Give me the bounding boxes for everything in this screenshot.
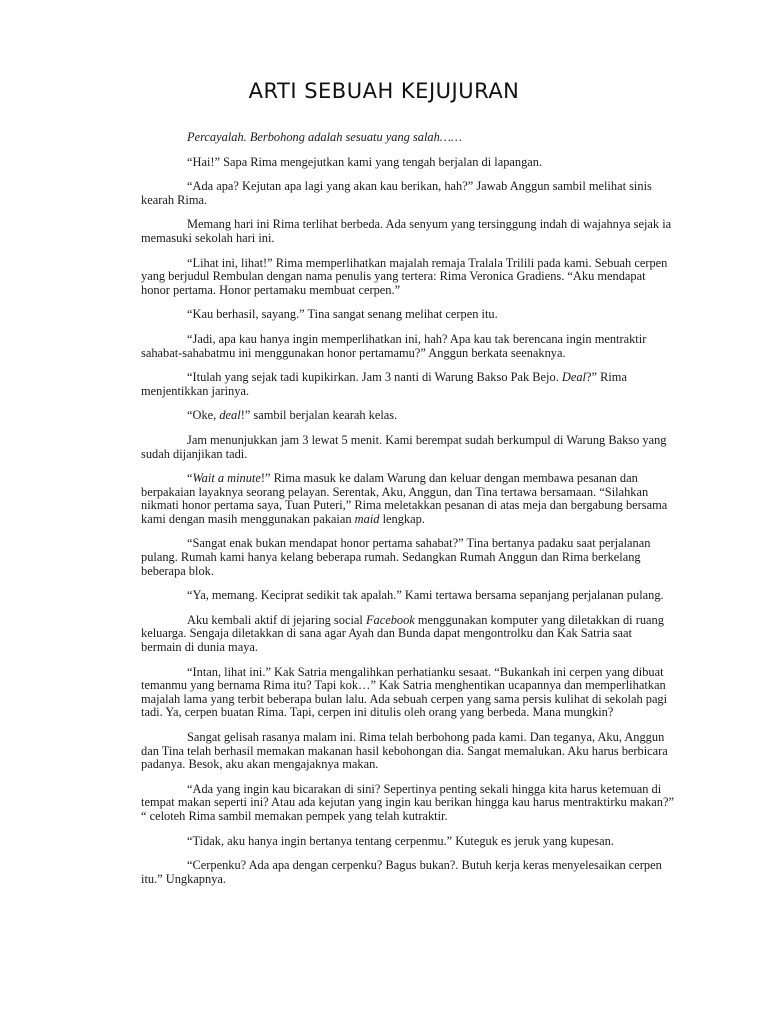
paragraph	[141, 731, 674, 772]
paragraph	[141, 409, 674, 423]
document-body	[141, 131, 674, 886]
text-run: “Oke,	[187, 408, 220, 423]
text-run: “Ada yang ingin kau bicarakan di sini? Sepertinya penting sekali hingga kita harus ketemuan di tempat makan seperti ini? Atau ada kejutan yang ingin kau berikan hingga kau harus mentraktirku makan?” “ celoteh Rima sambil memakan pempek yang telah kutraktir.	[141, 781, 674, 823]
text-run: “	[187, 471, 193, 486]
text-run: “Hai!” Sapa Rima mengejutkan kami yang tengah berjalan di lapangan.	[187, 154, 543, 169]
text-run: “Lihat ini, lihat!” Rima memperlihatkan majalah remaja Tralala Trilili pada kami. Sebuah cerpen yang berjudul Rembulan dengan nama penulis yang tertera: Rima Veronica Gradiens. “Aku mendapat honor pertama. Honor pertamaku membuat cerpen.”	[141, 255, 668, 297]
text-run: “Cerpenku? Ada apa dengan cerpenku? Bagus bukan?. Butuh kerja keras menyelesaikan cerpen itu.” Ungkapnya.	[141, 858, 662, 886]
paragraph	[141, 434, 674, 461]
italic-text: deal	[219, 408, 241, 423]
text-run: “Itulah yang sejak tadi kupikirkan. Jam 3 nanti di Warung Bakso Pak Bejo.	[187, 370, 562, 385]
italic-text: Deal	[561, 370, 586, 385]
italic-text: Percayalah. Berbohong adalah sesuatu yang salah……	[187, 130, 462, 144]
text-run: menggunakan komputer yang diletakkan di ruang keluarga. Sengaja diletakkan di sana agar Ayah dan Bunda dapat mengontrolku dan Kak Satria saat bermain di dunia maya.	[141, 612, 664, 655]
paragraph	[141, 835, 674, 849]
italic-text: Facebook	[365, 612, 415, 627]
paragraph	[141, 308, 674, 322]
text-run: “Jadi, apa kau hanya ingin memperlihatkan ini, hah? Apa kau tak berencana ingin mentraktir sahabat-sahabatmu ini menggunakan honor pertamamu?” Anggun berkata seenaknya.	[141, 331, 647, 360]
text-run: Sangat gelisah rasanya malam ini. Rima telah berbohong pada kami. Dan teganya, Aku, Anggun dan Tina telah berhasil memakan makanan hasil kebohongan dia. Sangat memalukan. Aku harus berbicara padanya. Besok, aku akan mengajaknya makan.	[141, 730, 668, 772]
paragraph	[141, 666, 674, 720]
italic-text: Wait a minute	[192, 471, 261, 486]
paragraph	[141, 218, 674, 245]
text-run: “Sangat enak bukan mendapat honor pertama sahabat?” Tina bertanya padaku saat perjalanan pulang. Rumah kami hanya kelang beberapa rumah. Sedangkan Rumah Anggun dan Rima berkelang beberapa blok.	[141, 536, 651, 578]
text-run: “Kau berhasil, sayang.” Tina sangat senang melihat cerpen itu.	[187, 307, 498, 322]
text-run: Memang hari ini Rima terlihat berbeda. Ada senyum yang tersinggung indah di wajahnya sejak ia memasuki sekolah hari ini.	[141, 217, 672, 245]
paragraph	[141, 131, 674, 145]
paragraph	[141, 614, 674, 655]
text-run: ?” Rima menjentikkan jarinya.	[141, 370, 627, 398]
paragraph	[141, 783, 674, 824]
italic-text: maid	[354, 511, 380, 526]
paragraph	[141, 180, 674, 207]
paragraph	[141, 156, 674, 170]
document-title: ARTI SEBUAH KEJUJURAN	[248, 79, 520, 103]
paragraph	[141, 333, 674, 360]
text-run: !” Rima masuk ke dalam Warung dan keluar dengan membawa pesanan dan berpakaian layaknya seorang pelayan. Serentak, Aku, Anggun, dan Tina tertawa bersamaan. “Silahkan nikmati honor pertama saya, Tuan Puteri,” Rima meletakkan pesanan di atas meja dan bergabung bersama kami dengan masih menggunakan pakaian	[141, 471, 668, 526]
paragraph	[141, 589, 674, 603]
paragraph	[141, 859, 674, 886]
paragraph	[141, 537, 674, 578]
paragraph	[141, 472, 674, 526]
text-run: “Tidak, aku hanya ingin bertanya tentang cerpenmu.” Kuteguk es jeruk yang kupesan.	[187, 833, 614, 848]
text-run: “Intan, lihat ini.” Kak Satria mengalihkan perhatianku sesaat. “Bukankah ini cerpen yang dibuat temanmu yang bernama Rima itu? Tapi kok…” Kak Satria menghentikan ucapannya dan memperlihatkan majalah lama yang terbit beberapa bulan lalu. Ada sebuah cerpen yang sama persis kulihat di sekolah pagi tadi. Ya, cerpen buatan Rima. Tapi, cerpen ini ditulis oleh orang yang berbeda. Mana mungkin?	[141, 664, 668, 720]
paragraph	[141, 257, 674, 298]
text-run: !” sambil berjalan kearah kelas.	[240, 408, 398, 423]
text-run: Aku kembali aktif di jejaring social	[187, 612, 366, 627]
text-run: Jam menunjukkan jam 3 lewat 5 menit. Kami berempat sudah berkumpul di Warung Bakso yang sudah dijanjikan tadi.	[141, 432, 667, 461]
text-run: “Ada apa? Kejutan apa lagi yang akan kau berikan, hah?” Jawab Anggun sambil melihat sinis kearah Rima.	[141, 179, 652, 207]
text-run: “Ya, memang. Keciprat sedikit tak apalah.” Kami tertawa bersama sepanjang perjalanan pulang.	[187, 588, 664, 603]
text-run: lengkap.	[379, 511, 425, 526]
paragraph	[141, 371, 674, 398]
